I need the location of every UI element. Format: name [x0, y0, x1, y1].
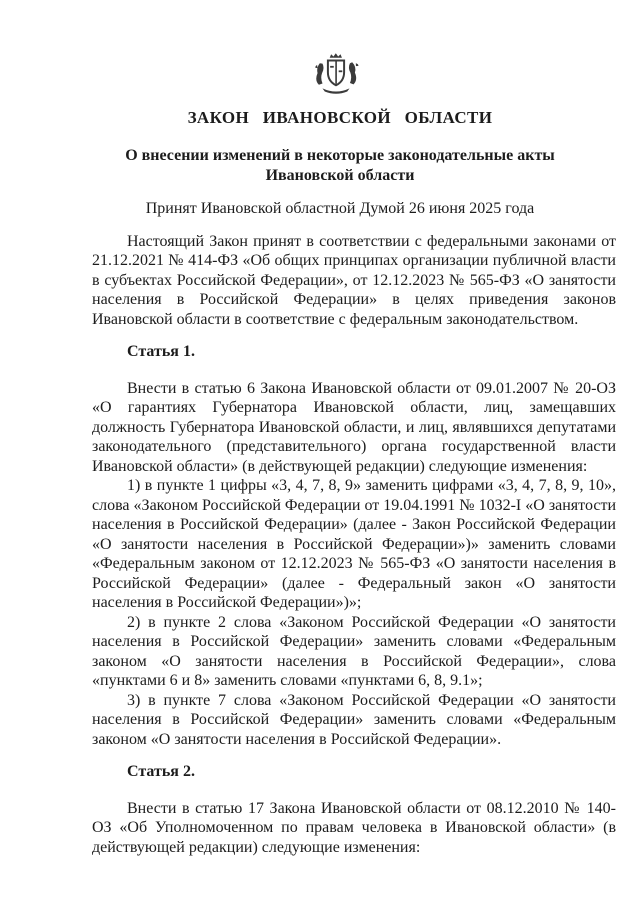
- article-1-item-3: 3) в пункте 7 слова «Законом Российской Федерации «О занятости населения в Российской Федерации» заменить словами «Федеральным законом «О занятости населения в Российской Федерации».: [92, 691, 616, 748]
- article-2-heading: Статья 2.: [127, 763, 195, 780]
- article-1-item-1: 1) в пункте 1 цифры «3, 4, 7, 8, 9» заменить цифрами «3, 4, 7, 8, 9, 10», слова «Законом Российской Федерации от 19.04.1991 № 1032-I «О занятости населения в Российской Федерации» (далее - Закон Российской Федерации «О занятости населения в Российской Федерации»)» заменить словами «Федеральным законом от 12.12.2023 № 565-ФЗ «О занятости населения в Российской Федерации» (далее - Федеральный закон «О занятости населения в Российской Федерации»)»;: [92, 477, 616, 611]
- preamble-paragraph: Настоящий Закон принят в соответствии с федеральными законами от 21.12.2021 № 414-ФЗ «Об общих принципах организации публичной власти в субъектах Российской Федерации», от 12.12.2023 № 565-ФЗ «О занятости населения в Российской Федерации» в целях приведения законов Ивановской области в соответствие с федеральным законодательством.: [92, 232, 616, 328]
- document-title-line-1: О внесении изменений в некоторые законодательные акты: [125, 147, 555, 164]
- article-2-intro: Внести в статью 17 Закона Ивановской области от 08.12.2010 № 140-ОЗ «Об Уполномоченном по правам человека в Ивановской области» (в действующей редакции) следующие изменения:: [92, 799, 616, 856]
- article-1-intro: Внести в статью 6 Закона Ивановской области от 09.01.2007 № 20-ОЗ «О гарантиях Губернатора Ивановской области, лиц, замещавших должность Губернатора Ивановской области, и лиц, являвшихся депутатами законодательного (представительного) органа государственной власти Ивановской области» (в действующей редакции) следующие изменения:: [92, 379, 616, 475]
- document-type-heading: ЗАКОН ИВАНОВСКОЙ ОБЛАСТИ: [187, 108, 493, 127]
- article-1-heading: Статья 1.: [127, 343, 195, 360]
- document-title: [78, 146, 602, 185]
- article-1-item-2: 2) в пункте 2 слова «Законом Российской Федерации «О занятости населения в Российской Федерации» заменить словами «Федеральным законом «О занятости населения в Российской Федерации», слова «пунктами 6 и 8» заменить словами «пунктами 6, 8, 9.1»;: [92, 613, 616, 689]
- adoption-line: Принят Ивановской областной Думой 26 июня 2025 года: [145, 200, 535, 217]
- document-title-line-2: Ивановской области: [265, 166, 415, 184]
- coat-of-arms-icon: [309, 50, 363, 98]
- document-body: [92, 232, 616, 858]
